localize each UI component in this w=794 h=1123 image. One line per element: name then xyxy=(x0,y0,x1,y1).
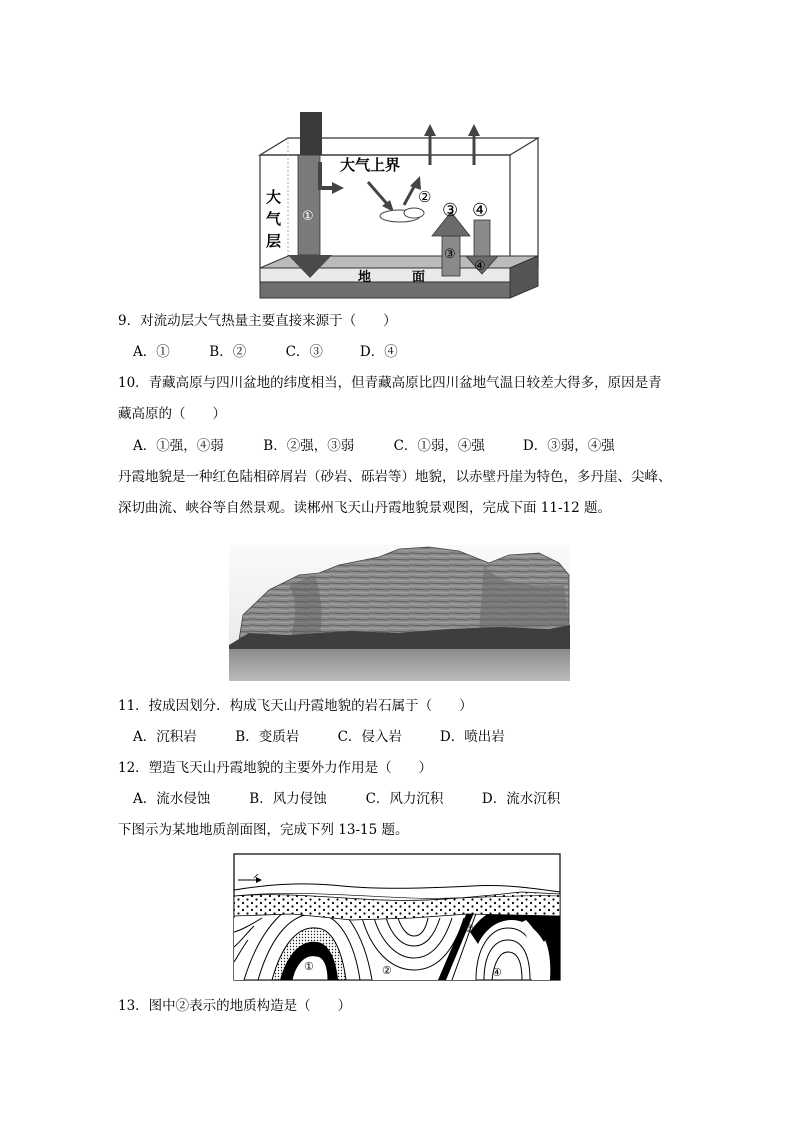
section-marker-1: ① xyxy=(304,960,314,973)
section-marker-2: ② xyxy=(382,964,392,977)
intro-11-12-line1: 丹霞地貌是一种红色陆相碎屑岩（砂岩、砾岩等）地貌，以赤壁丹崖为特色，多丹崖、尖峰、 xyxy=(118,469,672,485)
q11-option-a[interactable]: A．沉积岩 xyxy=(133,729,197,745)
atmosphere-heat-diagram xyxy=(228,100,540,302)
marker-3-label: ③ xyxy=(442,200,459,221)
q12-stem: 12．塑造飞天山丹霞地貌的主要外力作用是（ ） xyxy=(118,760,433,776)
q10-options xyxy=(133,436,615,456)
intro-11-12-line2: 深切曲流、峡谷等自然景观。读郴州飞天山丹霞地貌景观图，完成下面 11-12 题。 xyxy=(118,500,611,516)
q9-option-c[interactable]: C．③ xyxy=(285,344,323,360)
marker-4-arrow: ④ xyxy=(474,259,486,274)
q12-option-c[interactable]: C．风力沉积 xyxy=(365,791,444,807)
q10-option-a[interactable]: A．①强，④弱 xyxy=(133,438,224,454)
q11-options xyxy=(133,727,505,747)
side-label-char-2: 气 xyxy=(266,210,282,228)
intro-13-15: 下图示为某地地质剖面图，完成下列 13-15 题。 xyxy=(118,822,409,838)
q10-option-d[interactable]: D．③弱，④强 xyxy=(522,438,615,454)
section-marker-3: ③ xyxy=(464,922,474,935)
geologic-cross-section xyxy=(232,852,562,982)
danxia-landform-photo xyxy=(229,545,570,681)
q12-option-a[interactable]: A．流水侵蚀 xyxy=(133,791,211,807)
q9-option-d[interactable]: D．④ xyxy=(359,344,398,360)
marker-4-label: ④ xyxy=(472,200,489,221)
q9-options xyxy=(133,342,398,362)
q12-options xyxy=(133,789,560,809)
top-boundary-label: 大气上界 xyxy=(340,156,401,174)
q12-option-d[interactable]: D．流水沉积 xyxy=(481,791,561,807)
marker-3-arrow: ③ xyxy=(444,247,456,262)
q10-stem-line2: 藏高原的（ ） xyxy=(118,406,226,422)
ground-label-char-2: 面 xyxy=(412,270,426,285)
q11-option-b[interactable]: B．变质岩 xyxy=(235,729,300,745)
q11-option-c[interactable]: C．侵入岩 xyxy=(337,729,402,745)
q9-option-a[interactable]: A．① xyxy=(133,344,170,360)
q12-option-b[interactable]: B．风力侵蚀 xyxy=(249,791,327,807)
q10-option-b[interactable]: B．②强，③弱 xyxy=(263,438,355,454)
marker-2: ② xyxy=(418,188,432,206)
q9-option-b[interactable]: B．② xyxy=(209,344,247,360)
side-label-char-1: 大 xyxy=(266,188,282,206)
ground-label-char-1: 地 xyxy=(358,270,372,285)
marker-1: ① xyxy=(302,209,314,224)
q9-stem: 9．对流动层大气热量主要直接来源于（ ） xyxy=(118,313,397,329)
q10-stem-line1: 10．青藏高原与四川盆地的纬度相当，但青藏高原比四川盆地气温日较差大得多，原因是青 xyxy=(118,375,662,391)
q11-option-d[interactable]: D．喷出岩 xyxy=(439,729,505,745)
q10-option-c[interactable]: C．①弱，④强 xyxy=(393,438,485,454)
section-marker-4: ④ xyxy=(492,966,502,979)
q11-stem: 11．按成因划分．构成飞天山丹霞地貌的岩石属于（ ） xyxy=(118,698,473,714)
side-label-char-3: 层 xyxy=(266,232,282,250)
q13-stem: 13．图中②表示的地质构造是（ ） xyxy=(118,998,352,1014)
